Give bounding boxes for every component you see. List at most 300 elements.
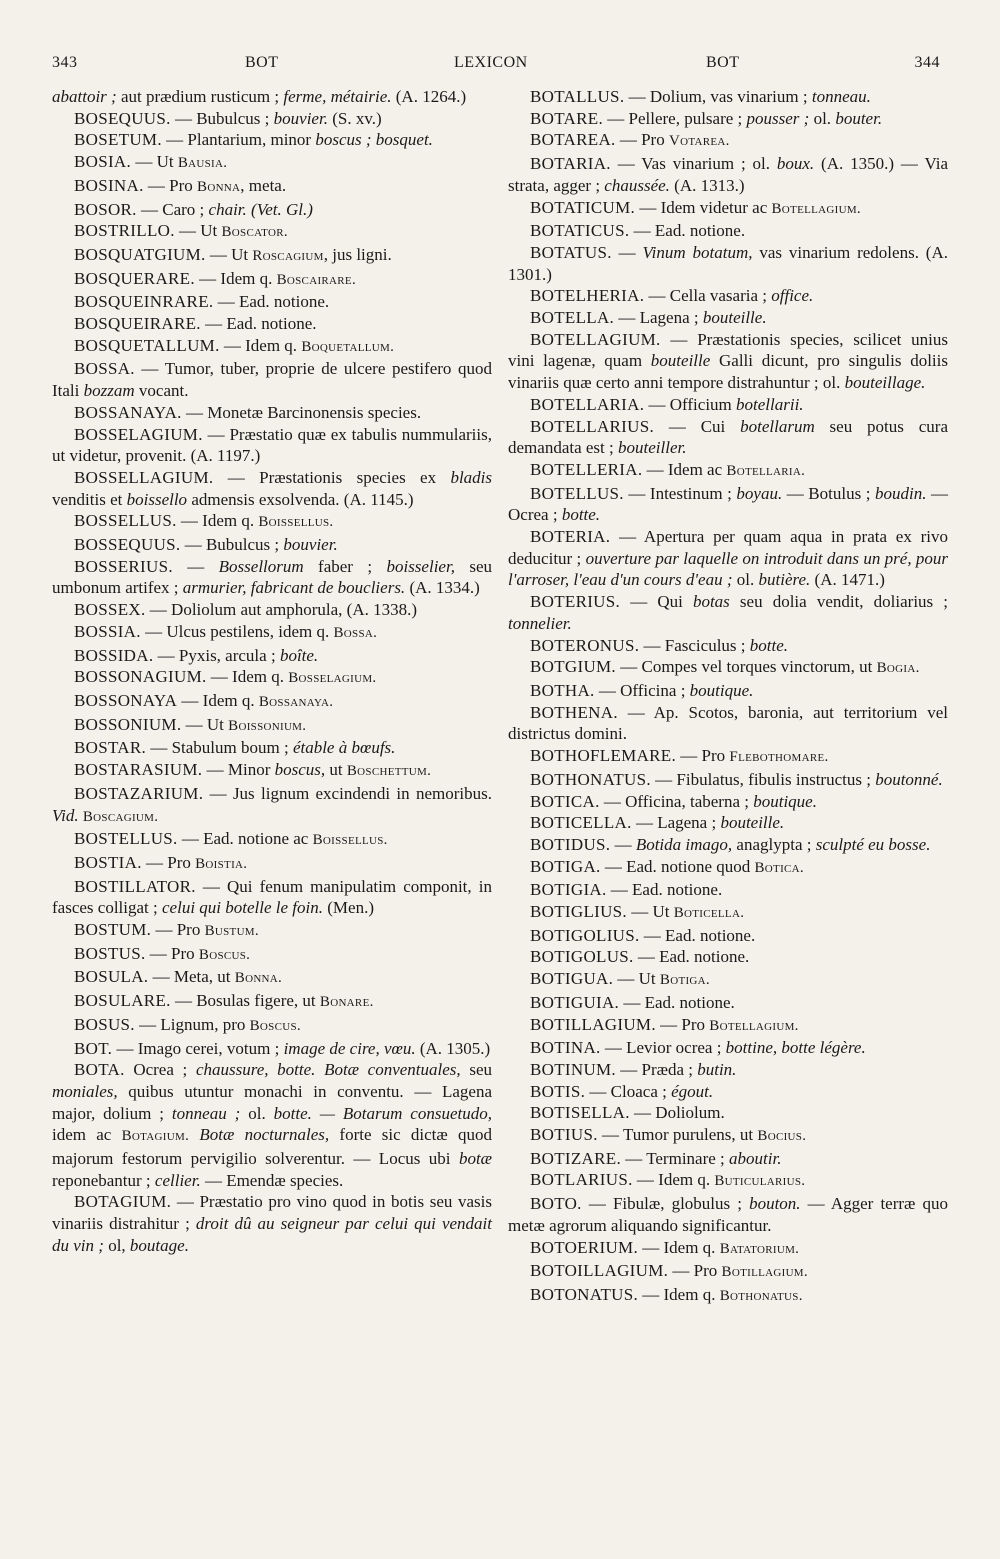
entry-cross-reference: Boscus. bbox=[249, 1017, 301, 1034]
entry-headword: BOTGIUM. bbox=[530, 657, 616, 677]
entry-text: seu dolia vendit, doliarius ; bbox=[729, 592, 949, 612]
entry-cross-reference: Bustum. bbox=[204, 923, 259, 940]
entry-headword: BOTHENA. bbox=[530, 702, 618, 722]
entry-text: — Lagena ; bbox=[614, 308, 703, 328]
entry-text: — Meta, ut bbox=[148, 967, 235, 987]
entry-text: — Bosulas figere, ut bbox=[170, 991, 320, 1011]
entry-headword: BOSSANAYA. bbox=[74, 402, 182, 422]
dictionary-entry bbox=[52, 852, 492, 876]
entry-text: — Levior ocrea ; bbox=[600, 1038, 726, 1058]
entry-cross-reference: Bosselagium. bbox=[288, 670, 377, 687]
entry-italic-text: Botæ nocturnales, bbox=[199, 1125, 330, 1145]
dictionary-entry bbox=[508, 656, 948, 680]
entry-text: — Monetæ Barcinonensis species. bbox=[181, 402, 422, 422]
entry-text: — Idem q. bbox=[632, 1170, 715, 1190]
entry-cross-reference: Bothonatus. bbox=[719, 1287, 803, 1304]
entry-headword: BOSQUEIRARE. bbox=[74, 314, 201, 334]
entry-headword: BOT. bbox=[74, 1038, 113, 1058]
entry-text: — Tumor, tuber, proprie de ulcere pestifero quod Itali bbox=[52, 359, 492, 401]
dictionary-entry bbox=[52, 467, 492, 510]
entry-italic-text: cellier. bbox=[154, 1170, 201, 1190]
entry-italic-text: tonneau. bbox=[811, 87, 871, 106]
entry-text: (Men.) bbox=[323, 898, 374, 918]
entry-headword: BOTHOFLEMARE. bbox=[530, 746, 677, 766]
dictionary-entry bbox=[52, 291, 492, 313]
entry-headword: BOTIDUS. bbox=[530, 834, 611, 854]
entry-italic-text: bouteille. bbox=[720, 813, 785, 833]
entry-italic-text: moniales, bbox=[52, 1081, 118, 1101]
entry-text: aut prædium rusticum ; bbox=[116, 87, 284, 106]
header-word-left: BOT bbox=[245, 54, 279, 71]
entry-text: — Pyxis, arcula ; bbox=[153, 645, 280, 665]
entry-headword: BOSULA. bbox=[74, 967, 149, 987]
entry-italic-text: boudin. bbox=[874, 483, 927, 503]
entry-headword: BOSUS. bbox=[74, 1014, 135, 1034]
entry-text: — Botulus ; bbox=[782, 483, 875, 503]
dictionary-entry bbox=[508, 285, 948, 307]
entry-italic-text: botte. — Botarum consuetudo, bbox=[273, 1103, 492, 1123]
entry-cross-reference: Batatorium. bbox=[719, 1240, 800, 1257]
entry-headword: BOTATICUM. bbox=[530, 197, 636, 217]
entry-text: — Compes vel torques vinctorum, ut bbox=[615, 657, 877, 677]
entry-italic-text: boisselier, bbox=[386, 556, 455, 576]
entry-italic-text: bouvier. bbox=[283, 535, 338, 555]
entry-italic-text: butin. bbox=[697, 1059, 737, 1079]
entry-headword: BOSTELLUS. bbox=[74, 829, 178, 849]
entry-headword: BOTIGLIUS. bbox=[530, 902, 627, 922]
entry-cross-reference: Bossanaya. bbox=[258, 693, 334, 710]
entry-text: — Fibulatus, fibulis instructus ; bbox=[650, 769, 876, 789]
entry-headword: BOSSELAGIUM. bbox=[74, 424, 203, 444]
entry-text bbox=[189, 1125, 199, 1144]
entry-text: ut bbox=[325, 760, 347, 780]
dictionary-entry bbox=[508, 856, 948, 880]
entry-text: — Idem videtur ac bbox=[635, 197, 772, 217]
entry-cross-reference: Botellagium. bbox=[771, 200, 861, 217]
dictionary-entry bbox=[508, 1037, 948, 1059]
entry-italic-text: ferme, métairie. bbox=[283, 87, 392, 106]
dictionary-entry bbox=[508, 702, 948, 745]
entry-italic-text: celui qui botelle le foin. bbox=[162, 898, 323, 918]
entry-text: — Ulcus pestilens, idem q. bbox=[140, 621, 334, 641]
dictionary-entry bbox=[508, 680, 948, 702]
entry-italic-text: botellarii. bbox=[736, 394, 804, 414]
entry-text: — Ead. notione. bbox=[619, 992, 735, 1012]
entry-italic-text: aboutir. bbox=[729, 1148, 782, 1168]
left-column bbox=[52, 86, 492, 1257]
entry-text: — Præstationis species, scilicet unius vini lagenæ, quam bbox=[508, 329, 948, 371]
dictionary-entry bbox=[508, 86, 948, 108]
entry-italic-text: boux. bbox=[776, 154, 815, 174]
entry-text: seu bbox=[460, 1060, 492, 1080]
entry-italic-text: armurier, fabricant de boucliers. bbox=[182, 578, 406, 598]
entry-text: — Idem q. bbox=[194, 268, 277, 288]
header-title: LEXICON bbox=[454, 54, 528, 71]
dictionary-entry bbox=[52, 510, 492, 534]
entry-headword: BOTONATUS. bbox=[530, 1284, 639, 1304]
entry-headword: BOSTUM. bbox=[74, 920, 152, 940]
entry-headword: BOSSA. bbox=[74, 359, 135, 379]
entry-italic-text: étable à bœufs. bbox=[292, 738, 396, 758]
dictionary-entry bbox=[508, 901, 948, 925]
entry-headword: BOTICELLA. bbox=[530, 813, 632, 833]
entry-text: — bbox=[611, 242, 643, 262]
entry-text: — Ut bbox=[181, 714, 229, 734]
entry-cross-reference: Boscagium. bbox=[82, 808, 159, 825]
entry-headword: BOTHONATUS. bbox=[530, 769, 651, 789]
dictionary-entry bbox=[52, 151, 492, 175]
entry-italic-text: boissello bbox=[126, 489, 188, 509]
entry-text: ol. bbox=[240, 1103, 274, 1123]
entry-text: — Pro bbox=[655, 1014, 710, 1034]
entry-text: — Pro bbox=[145, 943, 199, 963]
entry-headword: BOSTILLATOR. bbox=[74, 876, 196, 896]
dictionary-entry bbox=[52, 876, 492, 919]
entry-text: — bbox=[610, 834, 636, 854]
entry-italic-text: tonneau ; bbox=[171, 1103, 241, 1123]
dictionary-entry bbox=[52, 666, 492, 690]
entry-headword: BOTIZARE. bbox=[530, 1148, 621, 1168]
entry-italic-text: chaussure, botte. Botæ conventuales, bbox=[195, 1060, 461, 1080]
entry-headword: BOTATICUS. bbox=[530, 221, 630, 241]
entry-text: — Idem q. bbox=[176, 511, 259, 531]
entry-headword: BOSSONIUM. bbox=[74, 714, 182, 734]
entry-text: — Ead. notione. bbox=[200, 314, 317, 334]
dictionary-entry bbox=[52, 313, 492, 335]
dictionary-entry bbox=[508, 812, 948, 834]
entry-headword: BOTELLARIUS. bbox=[530, 416, 655, 436]
entry-italic-text: égout. bbox=[671, 1081, 714, 1101]
entry-text: ol. bbox=[809, 108, 836, 128]
entry-headword: BOSSEX. bbox=[74, 600, 146, 620]
dictionary-entry bbox=[508, 791, 948, 813]
entry-italic-text: boîte. bbox=[279, 645, 319, 665]
entry-text: faber ; bbox=[303, 556, 387, 576]
entry-text: — Lagena ; bbox=[631, 813, 721, 833]
entry-text: Galli dicunt, pro singulis doliis vinariis quæ certo anni tempore distrahuntur ; ol. bbox=[508, 351, 948, 393]
entry-cross-reference: Boissellus. bbox=[258, 514, 334, 531]
entry-text: — Præstationis species ex bbox=[213, 467, 451, 487]
entry-text: — Idem q. bbox=[638, 1237, 720, 1257]
entry-text: , jus ligni. bbox=[323, 244, 392, 264]
dictionary-entry bbox=[52, 737, 492, 759]
entry-headword: BOTELLAGIUM. bbox=[530, 329, 661, 349]
dictionary-entry bbox=[52, 783, 492, 828]
dictionary-entry bbox=[508, 220, 948, 242]
entry-italic-text: droit dû au seigneur par celui qui vendait du vin ; bbox=[52, 1214, 493, 1255]
dictionary-entry bbox=[52, 175, 492, 199]
entry-text: — Cui bbox=[654, 416, 741, 436]
entry-headword: BOSQUETALLUM. bbox=[74, 335, 220, 355]
page-number-left: 343 bbox=[52, 54, 78, 71]
entry-text: — Ead. notione. bbox=[633, 947, 750, 967]
dictionary-entry bbox=[508, 745, 948, 769]
dictionary-entry bbox=[52, 358, 492, 401]
entry-italic-text: bouteille. bbox=[702, 308, 767, 328]
entry-italic-text: chair. (Vet. Gl.) bbox=[208, 199, 313, 219]
entry-headword: BOSQUEINRARE. bbox=[74, 292, 214, 312]
entry-text: — Ead. notione. bbox=[639, 925, 756, 945]
entry-text: vocant. bbox=[134, 381, 189, 401]
entry-italic-text: boutonné. bbox=[875, 769, 943, 789]
entry-text: — Ut bbox=[626, 902, 674, 922]
entry-headword: BOSSONAYA bbox=[74, 690, 178, 710]
entry-text: venditis et bbox=[52, 489, 127, 509]
entry-text: — Officina ; bbox=[594, 680, 690, 700]
entry-text: — Terminare ; bbox=[621, 1148, 730, 1168]
dictionary-entry bbox=[52, 424, 492, 467]
dictionary-entry bbox=[508, 925, 948, 947]
entry-text: (A. 1471.) bbox=[810, 570, 885, 590]
entry-headword: BOSQUATGIUM. bbox=[74, 244, 206, 264]
entry-text: — Fibulæ, globulus ; bbox=[581, 1194, 750, 1214]
entry-italic-text: abattoir ; bbox=[52, 87, 117, 106]
entry-text: , meta. bbox=[240, 175, 287, 195]
dictionary-entry bbox=[508, 307, 948, 329]
entry-text: — Dolium, vas vinarium ; bbox=[624, 87, 812, 106]
entry-text: — Idem q. bbox=[177, 690, 259, 710]
entry-headword: BOTELLARIA. bbox=[530, 394, 645, 414]
entry-text: — Cloaca ; bbox=[585, 1081, 672, 1101]
entry-italic-text: sculpté eu bosse. bbox=[815, 834, 931, 854]
dictionary-entry bbox=[52, 990, 492, 1014]
entry-text: — Pro bbox=[668, 1261, 722, 1281]
entry-text: — Doliolum. bbox=[629, 1103, 725, 1123]
entry-headword: BOTELLERIA. bbox=[530, 459, 643, 479]
entry-text: reponebantur ; bbox=[52, 1170, 155, 1190]
dictionary-entry bbox=[508, 329, 948, 394]
entry-headword: BOSSIA. bbox=[74, 621, 141, 641]
entry-headword: BOTIGA. bbox=[530, 856, 601, 876]
dictionary-entry bbox=[52, 714, 492, 738]
entry-text: (A. 1313.) bbox=[669, 175, 745, 195]
entry-italic-text: boutage. bbox=[129, 1235, 189, 1255]
dictionary-entry bbox=[508, 769, 948, 791]
dictionary-entry bbox=[508, 1059, 948, 1081]
entry-italic-text: botas bbox=[692, 592, 730, 612]
dictionary-entry bbox=[52, 1191, 492, 1256]
entry-text: seu potus cura demandata est ; bbox=[508, 416, 948, 458]
dictionary-entry bbox=[52, 599, 492, 621]
dictionary-entry bbox=[52, 1038, 492, 1060]
entry-headword: BOTELHERIA. bbox=[530, 286, 645, 306]
dictionary-entry bbox=[52, 402, 492, 424]
entry-cross-reference: Boissonium. bbox=[228, 717, 307, 734]
entry-text: — Pro bbox=[151, 920, 205, 940]
dictionary-entry bbox=[508, 153, 948, 196]
dictionary-entry bbox=[52, 828, 492, 852]
entry-italic-text: botæ bbox=[458, 1149, 492, 1169]
dictionary-entry bbox=[52, 556, 492, 599]
entry-italic-text: bouter. bbox=[835, 108, 883, 128]
entry-italic-text: office. bbox=[771, 286, 814, 306]
entry-text: (A. 1264.) bbox=[391, 87, 467, 106]
entry-headword: BOTIGUIA. bbox=[530, 992, 620, 1012]
entry-italic-text: tonnelier. bbox=[508, 613, 572, 633]
entry-cross-reference: Boschettum. bbox=[346, 763, 432, 780]
entry-italic-text: bouteiller. bbox=[618, 438, 687, 458]
entry-headword: BOTARIA. bbox=[530, 154, 611, 174]
entry-headword: BOTIGUA. bbox=[530, 969, 614, 989]
entry-headword: BOTERIA. bbox=[530, 527, 611, 547]
entry-cross-reference: Botillagium. bbox=[721, 1264, 808, 1281]
entry-cross-reference: Bocius. bbox=[757, 1128, 807, 1145]
entry-text: — Agger terræ quo metæ agrorum aliquando significantur. bbox=[508, 1194, 948, 1235]
entry-italic-text: boscus ; bosquet. bbox=[315, 130, 433, 150]
entry-text: — Qui bbox=[620, 592, 693, 612]
entry-headword: BOSTAZARIUM. bbox=[74, 783, 204, 803]
entry-text: — Ap. Scotos, baronia, aut territorium vel districtus domini. bbox=[508, 702, 948, 744]
entry-headword: BOTERONUS. bbox=[530, 635, 640, 655]
entry-cross-reference: Boissellus. bbox=[312, 832, 388, 849]
entry-italic-text: boyau. bbox=[736, 483, 783, 503]
entry-headword: BOTHA. bbox=[530, 680, 595, 700]
dictionary-entry bbox=[52, 220, 492, 244]
dictionary-entry bbox=[508, 1169, 948, 1193]
entry-cross-reference: Buticularius. bbox=[714, 1173, 806, 1190]
entry-text: — Imago cerei, votum ; bbox=[112, 1038, 284, 1058]
dictionary-entry bbox=[508, 635, 948, 657]
entry-text: — Doliolum aut amphorula, (A. 1338.) bbox=[145, 600, 418, 620]
dictionary-entry bbox=[52, 1014, 492, 1038]
entry-italic-text: chaussée. bbox=[604, 175, 670, 195]
entry-headword: BOTILLAGIUM. bbox=[530, 1014, 656, 1034]
entry-italic-text: botte. bbox=[749, 635, 789, 655]
entry-text: — Minor bbox=[202, 760, 275, 780]
entry-text: (A. 1305.) bbox=[415, 1038, 491, 1058]
entry-cross-reference: Botagium. bbox=[121, 1128, 190, 1145]
dictionary-entry bbox=[52, 244, 492, 268]
dictionary-entry bbox=[508, 526, 948, 591]
entry-headword: BOTICA. bbox=[530, 791, 600, 811]
dictionary-entry bbox=[508, 1193, 948, 1236]
entry-headword: BOSTUS. bbox=[74, 943, 146, 963]
entry-text: ol. bbox=[732, 570, 759, 590]
entry-italic-text: Vinum botatum, bbox=[642, 242, 753, 262]
entry-text: (S. xv.) bbox=[327, 108, 382, 128]
entry-text: — Pro bbox=[141, 852, 196, 872]
entry-italic-text: pousser ; bbox=[746, 108, 810, 128]
entry-text: — Idem q. bbox=[219, 335, 302, 355]
entry-text: — Bubulcus ; bbox=[180, 535, 284, 555]
dictionary-entry bbox=[508, 946, 948, 968]
entry-cross-reference: Bossa. bbox=[333, 624, 378, 641]
entry-cross-reference: Boscairare. bbox=[276, 271, 356, 288]
entry-headword: BOTALLUS. bbox=[530, 87, 625, 106]
entry-headword: BOTERIUS. bbox=[530, 592, 621, 612]
entry-text: — Ut bbox=[174, 221, 222, 241]
entry-headword: BOSSELLAGIUM. bbox=[74, 467, 214, 487]
dictionary-entry bbox=[508, 1124, 948, 1148]
entry-headword: BOSINA. bbox=[74, 175, 144, 195]
dictionary-entry bbox=[52, 966, 492, 990]
entry-italic-text: ouverture par laquelle on introduit dans un pré, pour l'arroser, l'eau d'un cours d'eau ; bbox=[508, 548, 949, 590]
dictionary-entry bbox=[52, 1059, 492, 1191]
dictionary-entry bbox=[52, 199, 492, 221]
dictionary-entry bbox=[508, 1148, 948, 1170]
dictionary-entry bbox=[52, 86, 492, 108]
entry-text: — Plantarium, minor bbox=[161, 130, 316, 150]
entry-cross-reference: Bogia. bbox=[876, 660, 920, 677]
dictionary-entry bbox=[508, 968, 948, 992]
entry-cross-reference: Boquetallum. bbox=[301, 338, 395, 355]
entry-text: — Ead. notione. bbox=[213, 292, 330, 312]
entry-cross-reference: Bausia. bbox=[177, 155, 228, 172]
entry-text: — Idem ac bbox=[642, 459, 727, 479]
dictionary-entry bbox=[508, 1237, 948, 1261]
dictionary-entry bbox=[52, 268, 492, 292]
dictionary-entry bbox=[52, 129, 492, 151]
entry-text: — Præstatio pro vino quod in botis seu vasis vinariis distrahitur ; bbox=[52, 1192, 492, 1234]
entry-text: (A. 1334.) bbox=[405, 578, 480, 598]
entry-text: — Præstatio quæ ex tabulis nummulariis, ut videtur, provenit. (A. 1197.) bbox=[52, 424, 492, 466]
entry-headword: BOTIGOLUS. bbox=[530, 947, 634, 967]
entry-text: quibus utuntur monachi in conventu. — Lagena major, dolium ; bbox=[52, 1081, 492, 1123]
entry-headword: BOTAREA. bbox=[530, 130, 616, 150]
dictionary-entry bbox=[52, 943, 492, 967]
entry-headword: BOSSIDA. bbox=[74, 645, 154, 665]
entry-text: — Pro bbox=[615, 130, 669, 150]
right-column bbox=[508, 86, 948, 1308]
dictionary-entry bbox=[52, 108, 492, 130]
dictionary-entry bbox=[52, 335, 492, 359]
dictionary-entry bbox=[508, 1260, 948, 1284]
entry-italic-text: bouteillage. bbox=[844, 373, 926, 393]
entry-italic-text: boutique. bbox=[689, 680, 754, 700]
entry-text: — Caro ; bbox=[136, 199, 209, 219]
dictionary-entry bbox=[508, 394, 948, 416]
entry-headword: BOSSELLUS. bbox=[74, 511, 177, 531]
entry-text: — Jus lignum excindendi in nemoribus. bbox=[203, 783, 492, 803]
entry-text: — Pro bbox=[676, 746, 730, 766]
entry-italic-text: butière. bbox=[758, 570, 811, 590]
dictionary-entry bbox=[508, 197, 948, 221]
entry-headword: BOTIUS. bbox=[530, 1125, 598, 1145]
entry-italic-text: boutique. bbox=[753, 791, 817, 811]
entry-headword: BOTIGOLIUS. bbox=[530, 925, 640, 945]
entry-headword: BOSTRILLO. bbox=[74, 221, 175, 241]
entry-italic-text: bouton. bbox=[749, 1194, 801, 1214]
dictionary-entry bbox=[52, 690, 492, 714]
entry-italic-text: bouvier. bbox=[273, 108, 328, 128]
entry-text: — Ead. notione. bbox=[606, 880, 723, 900]
entry-headword: BOTINUM. bbox=[530, 1059, 616, 1079]
entry-headword: BOTOILLAGIUM. bbox=[530, 1261, 669, 1281]
entry-cross-reference: Bonare. bbox=[319, 994, 374, 1011]
dictionary-entry bbox=[508, 459, 948, 483]
entry-headword: BOTIGIA. bbox=[530, 880, 607, 900]
dictionary-entry bbox=[508, 1284, 948, 1308]
entry-cross-reference: Boscator. bbox=[221, 224, 288, 241]
entry-text: vas vinarium redolens. (A. 1301.) bbox=[508, 242, 948, 284]
entry-text: — Lignum, pro bbox=[134, 1014, 250, 1034]
entry-cross-reference: Boscus. bbox=[198, 946, 251, 963]
dictionary-entry bbox=[508, 416, 948, 459]
running-header bbox=[52, 54, 940, 80]
entry-text: — Intestinum ; bbox=[623, 483, 737, 503]
entry-text: forte sic dictæ quod majorum festorum pervigilio solverentur. — Locus ubi bbox=[52, 1125, 493, 1169]
entry-cross-reference: Botellagium. bbox=[709, 1017, 799, 1034]
entry-text: — Officium bbox=[644, 394, 737, 414]
entry-headword: BOSSERIUS. bbox=[74, 556, 173, 576]
entry-text: admensis exsolvenda. (A. 1145.) bbox=[187, 489, 414, 509]
entry-cross-reference: Votarea. bbox=[668, 133, 730, 150]
entry-italic-text: bottine, botte légère. bbox=[725, 1038, 866, 1058]
dictionary-entry bbox=[508, 591, 948, 634]
entry-headword: BOSQUERARE. bbox=[74, 268, 195, 288]
dictionary-entry bbox=[52, 534, 492, 556]
entry-headword: BOSTARASIUM. bbox=[74, 760, 203, 780]
